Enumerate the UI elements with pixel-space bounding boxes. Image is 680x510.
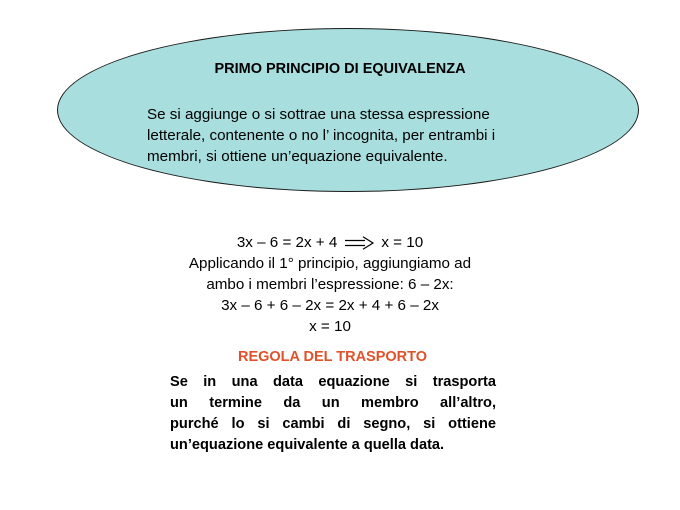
rule-line: Se in una data equazione si trasporta [170, 374, 496, 390]
rule-line: un’equazione equivalente a quella data. [170, 437, 445, 453]
rule-title: REGOLA DEL TRASPORTO [237, 349, 428, 365]
principle-line: membri, si ottiene un’equazione equivalente. [147, 148, 448, 165]
equation-right: x = 10 [381, 234, 424, 251]
example-line: 3x – 6 + 6 – 2x = 2x + 4 + 6 – 2x [221, 297, 439, 314]
example-line: x = 10 [309, 318, 351, 335]
example-line: Applicando il 1° principio, aggiungiamo ad [188, 255, 472, 272]
principle-line: Se si aggiunge o si sottrae una stessa espressione [147, 106, 490, 123]
equation-left: 3x – 6 = 2x + 4 [236, 234, 338, 251]
rule-line: un termine da un membro all’altro, [170, 395, 496, 411]
double-right-arrow-icon [345, 236, 375, 250]
example-equation [140, 232, 520, 253]
principle-text [147, 104, 567, 167]
principle-title: PRIMO PRINCIPIO DI EQUIVALENZA [214, 61, 466, 77]
rule-line: purché lo si cambi di segno, si ottiene [170, 416, 496, 432]
rule-text [170, 372, 496, 456]
example-line: ambo i membri l’espressione: 6 – 2x: [206, 276, 454, 293]
example-block [140, 232, 520, 337]
principle-line: letterale, contenente o no l’ incognita, per entrambi i [147, 127, 496, 144]
